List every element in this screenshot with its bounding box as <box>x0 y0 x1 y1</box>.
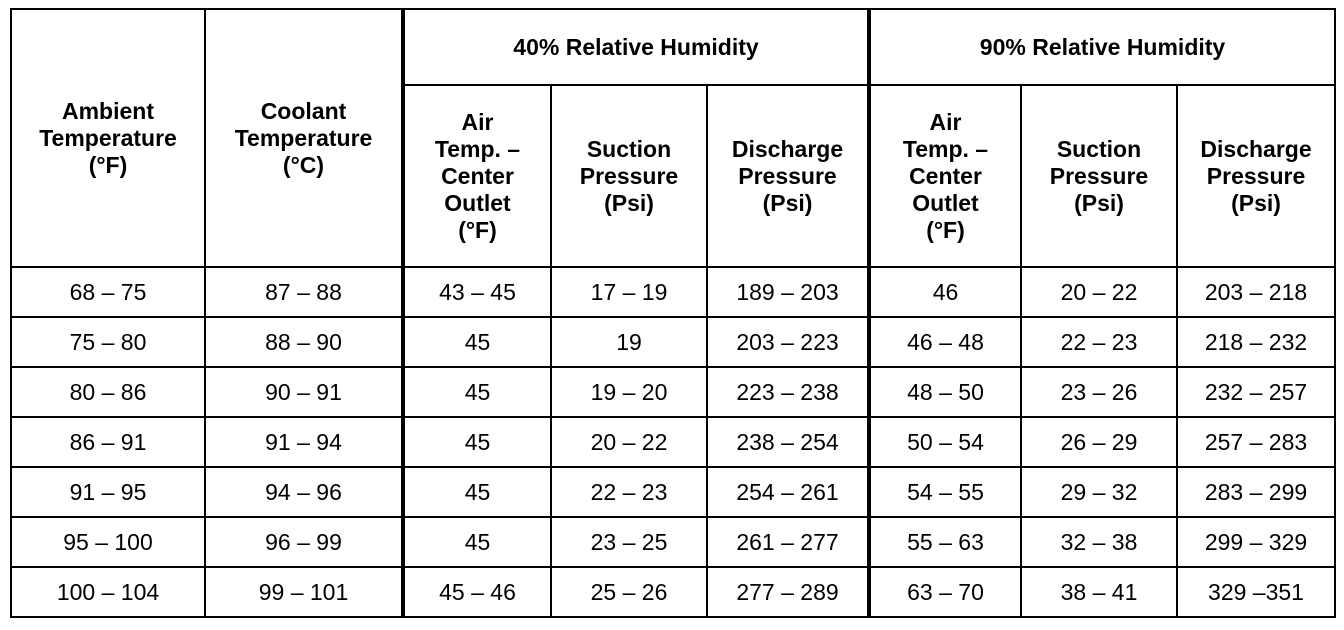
discharge-40-cell: 254 – 261 <box>707 467 869 517</box>
air-temp-40-cell: 45 <box>403 317 551 367</box>
group-header-row <box>11 9 1335 85</box>
discharge-40-cell: 277 – 289 <box>707 567 869 617</box>
coolant-temperature-header <box>205 9 403 267</box>
header-line: Coolant <box>260 97 347 124</box>
coolant-cell: 99 – 101 <box>205 567 403 617</box>
header-line: (Psi) <box>1231 189 1281 216</box>
discharge-90-cell: 283 – 299 <box>1177 467 1335 517</box>
header-line: Center <box>909 162 982 189</box>
air-temp-40-cell: 45 <box>403 367 551 417</box>
suction-40-cell: 22 – 23 <box>551 467 707 517</box>
header-line: Pressure <box>579 162 679 189</box>
suction-40-cell: 25 – 26 <box>551 567 707 617</box>
suction-pressure-90-header <box>1021 85 1177 267</box>
suction-90-cell: 32 – 38 <box>1021 517 1177 567</box>
coolant-cell: 87 – 88 <box>205 267 403 317</box>
table-row <box>11 317 1335 367</box>
air-temp-90-header <box>869 85 1021 267</box>
suction-pressure-40-header <box>551 85 707 267</box>
air-temp-40-cell: 45 <box>403 467 551 517</box>
header-line: (°F) <box>926 216 965 243</box>
coolant-cell: 91 – 94 <box>205 417 403 467</box>
table-row <box>11 367 1335 417</box>
discharge-pressure-40-header <box>707 85 869 267</box>
header-line: Pressure <box>1206 162 1306 189</box>
header-line: Air <box>929 108 962 135</box>
header-line: Suction <box>586 135 672 162</box>
header-line: Temperature <box>39 124 177 151</box>
header-line: Temp. – <box>902 135 989 162</box>
suction-40-cell: 19 – 20 <box>551 367 707 417</box>
table-row <box>11 417 1335 467</box>
header-line: (Psi) <box>1074 189 1124 216</box>
ac-performance-table <box>10 8 1336 618</box>
air-temp-90-cell: 48 – 50 <box>869 367 1021 417</box>
discharge-90-cell: 232 – 257 <box>1177 367 1335 417</box>
air-temp-40-cell: 45 <box>403 417 551 467</box>
discharge-90-cell: 299 – 329 <box>1177 517 1335 567</box>
suction-40-cell: 20 – 22 <box>551 417 707 467</box>
air-temp-40-header <box>403 85 551 267</box>
header-line: (°C) <box>282 151 325 178</box>
coolant-cell: 94 – 96 <box>205 467 403 517</box>
ambient-cell: 80 – 86 <box>11 367 205 417</box>
suction-40-cell: 23 – 25 <box>551 517 707 567</box>
discharge-40-cell: 261 – 277 <box>707 517 869 567</box>
header-line: Temperature <box>234 124 373 151</box>
header-line: Suction <box>1056 135 1142 162</box>
header-line: Ambient <box>62 97 154 124</box>
ambient-cell: 68 – 75 <box>11 267 205 317</box>
ambient-cell: 95 – 100 <box>11 517 205 567</box>
header-line: Pressure <box>1049 162 1149 189</box>
table-row <box>11 567 1335 617</box>
header-line: Center <box>441 162 514 189</box>
coolant-cell: 90 – 91 <box>205 367 403 417</box>
air-temp-40-cell: 45 <box>403 517 551 567</box>
discharge-90-cell: 329 –351 <box>1177 567 1335 617</box>
ambient-temperature-header <box>11 9 205 267</box>
suction-90-cell: 23 – 26 <box>1021 367 1177 417</box>
discharge-40-cell: 203 – 223 <box>707 317 869 367</box>
discharge-40-cell: 189 – 203 <box>707 267 869 317</box>
air-temp-90-cell: 46 – 48 <box>869 317 1021 367</box>
air-temp-40-cell: 43 – 45 <box>403 267 551 317</box>
ambient-cell: 86 – 91 <box>11 417 205 467</box>
air-temp-90-cell: 46 <box>869 267 1021 317</box>
header-line: (Psi) <box>762 189 813 216</box>
ambient-cell: 91 – 95 <box>11 467 205 517</box>
suction-40-cell: 17 – 19 <box>551 267 707 317</box>
discharge-40-cell: 238 – 254 <box>707 417 869 467</box>
coolant-cell: 88 – 90 <box>205 317 403 367</box>
header-line: Air <box>461 108 494 135</box>
document-page <box>10 8 1334 620</box>
coolant-cell: 96 – 99 <box>205 517 403 567</box>
discharge-90-cell: 203 – 218 <box>1177 267 1335 317</box>
discharge-90-cell: 218 – 232 <box>1177 317 1335 367</box>
discharge-40-cell: 223 – 238 <box>707 367 869 417</box>
air-temp-90-cell: 54 – 55 <box>869 467 1021 517</box>
air-temp-90-cell: 50 – 54 <box>869 417 1021 467</box>
header-line: Outlet <box>912 189 979 216</box>
table-row <box>11 467 1335 517</box>
header-line: (Psi) <box>604 189 654 216</box>
header-line: Outlet <box>444 189 511 216</box>
discharge-90-cell: 257 – 283 <box>1177 417 1335 467</box>
air-temp-40-cell: 45 – 46 <box>403 567 551 617</box>
humidity-40-header: 40% Relative Humidity <box>403 9 869 85</box>
header-line: Discharge <box>731 135 844 162</box>
table-row <box>11 517 1335 567</box>
header-line: Temp. – <box>434 135 521 162</box>
suction-90-cell: 20 – 22 <box>1021 267 1177 317</box>
air-temp-90-cell: 63 – 70 <box>869 567 1021 617</box>
suction-90-cell: 26 – 29 <box>1021 417 1177 467</box>
header-line: Discharge <box>1200 135 1312 162</box>
ambient-cell: 75 – 80 <box>11 317 205 367</box>
suction-90-cell: 29 – 32 <box>1021 467 1177 517</box>
humidity-90-header: 90% Relative Humidity <box>869 9 1335 85</box>
discharge-pressure-90-header <box>1177 85 1335 267</box>
table-row <box>11 267 1335 317</box>
air-temp-90-cell: 55 – 63 <box>869 517 1021 567</box>
header-line: (°F) <box>458 216 497 243</box>
suction-90-cell: 22 – 23 <box>1021 317 1177 367</box>
suction-90-cell: 38 – 41 <box>1021 567 1177 617</box>
header-line: Pressure <box>738 162 837 189</box>
ambient-cell: 100 – 104 <box>11 567 205 617</box>
header-line: (°F) <box>88 151 128 178</box>
suction-40-cell: 19 <box>551 317 707 367</box>
